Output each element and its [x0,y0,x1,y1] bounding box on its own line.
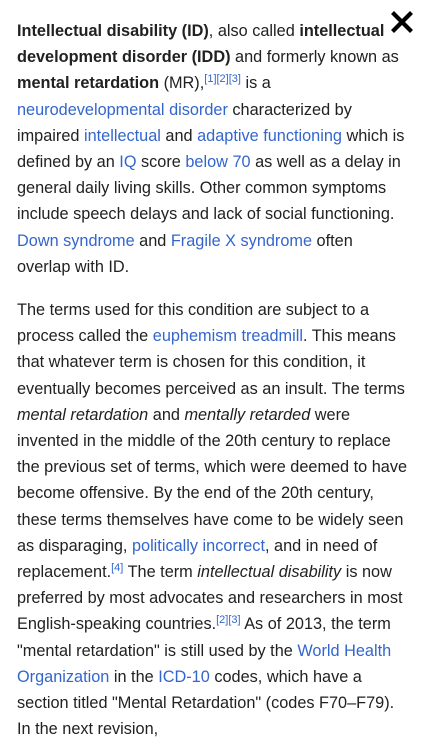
term-id: Intellectual disability (ID) [17,22,209,40]
link-down-syndrome[interactable]: Down syndrome [17,231,135,250]
text: were invented in the middle of the 20th century to replace the previous set of terms, which were deemed to have become offensive. By the end of the 20th century, these terms themselves have come to be widely seen as disparaging, [17,405,408,555]
text: in the [109,667,159,686]
text: and [148,405,185,424]
italic-term: mental retardation [17,405,149,424]
text: and [134,231,171,250]
term-idd: intellectual development disorder (IDD) [17,22,385,67]
article-content [17,18,409,742]
citation-link[interactable]: [4] [111,562,124,575]
text: is now preferred by most advocates and researchers in most English-speaking countries. [17,563,403,634]
text: , and in need of replacement. [17,536,378,582]
link-iq[interactable]: IQ [119,153,137,172]
italic-term: intellectual disability [197,563,342,582]
citation-link[interactable]: [3] [228,73,241,86]
link-adaptive-functioning[interactable]: adaptive functioning [197,126,342,145]
text: score [136,153,186,172]
text: characterized by impaired [17,100,352,145]
text: is a [240,74,271,93]
citation-link[interactable]: [1] [204,73,217,86]
citation-link[interactable]: [3] [228,614,241,627]
text: often overlap with ID. [17,231,353,276]
link-below-70[interactable]: below 70 [185,153,251,172]
text: The term [123,563,198,582]
link-icd-10[interactable]: ICD-10 [158,667,210,686]
link-politically-incorrect[interactable]: politically incorrect [131,536,265,555]
text: The terms used for this condition are subject to a process called the [17,301,370,346]
terminology-paragraph [17,297,409,742]
citation-link[interactable]: [2] [216,614,229,627]
link-intellectual[interactable]: intellectual [83,126,161,145]
text: and formerly known as [230,48,399,67]
link-neurodevelopmental-disorder[interactable]: neurodevelopmental disorder [17,100,228,119]
term-mr: mental retardation [17,74,160,93]
link-world-health-organization[interactable]: World Health Organization [17,641,392,686]
text: which is defined by an [17,126,405,172]
text: . This means that whatever term is chosen for this condition, it eventually becomes perceived as an insult. The terms [17,327,405,398]
italic-term: mentally retarded [184,405,311,424]
text: as well as a delay in general daily living skills. Other common symptoms include speech delays and lack of social functioning. [17,153,401,224]
intro-paragraph [17,18,409,280]
text: and [160,126,198,145]
link-fragile-x-syndrome[interactable]: Fragile X syndrome [170,231,313,250]
link-euphemism-treadmill[interactable]: euphemism treadmill [152,327,303,346]
text: , also called [208,22,300,40]
text: (MR), [159,74,205,93]
text: codes, which have a section titled "Mental Retardation" (codes F70–F79). In the next revision, [17,667,395,739]
citation-link[interactable]: [2] [216,73,229,86]
text: As of 2013, the term "mental retardation" is still used by the [17,615,391,660]
